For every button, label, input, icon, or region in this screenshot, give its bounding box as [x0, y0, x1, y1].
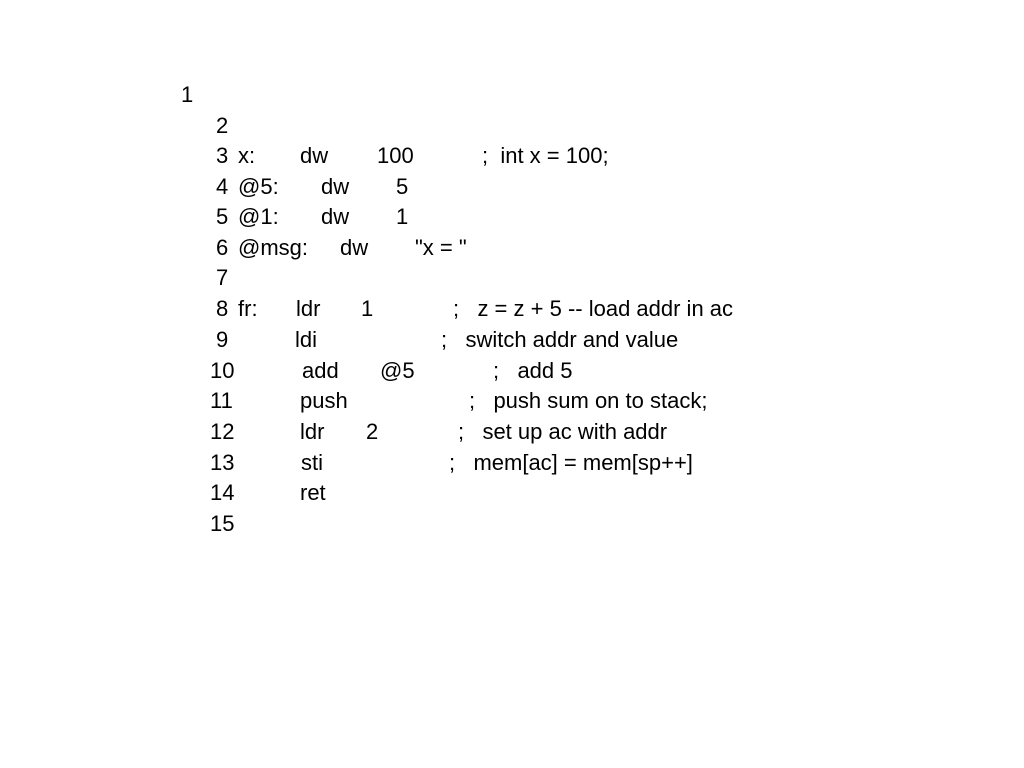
line-10-comment: ; add 5	[493, 358, 573, 383]
line-5-number: 5	[216, 204, 229, 229]
line-14-number: 14	[210, 480, 235, 505]
line-4-arg: 5	[396, 174, 409, 199]
line-6-arg: "x = "	[415, 235, 467, 260]
line-7-number: 7	[216, 265, 229, 290]
line-9-op: ldi	[295, 327, 318, 352]
line-1-number: 1	[181, 82, 194, 107]
line-10-op: add	[302, 358, 339, 383]
line-14-op: ret	[300, 480, 326, 505]
line-9-comment: ; switch addr and value	[441, 327, 679, 352]
line-6-label: @msg:	[238, 235, 309, 260]
line-3-number: 3	[216, 143, 229, 168]
line-4-op: dw	[321, 174, 350, 199]
line-5-op: dw	[321, 204, 350, 229]
line-8-number: 8	[216, 296, 229, 321]
line-12-op: ldr	[300, 419, 325, 444]
line-8-label: fr:	[238, 296, 258, 321]
line-13-op: sti	[301, 450, 323, 475]
line-3-label: x:	[238, 143, 256, 168]
line-2-number: 2	[216, 113, 229, 138]
line-15-number: 15	[210, 511, 235, 536]
line-8-arg: 1	[361, 296, 374, 321]
line-5-arg: 1	[396, 204, 409, 229]
line-13-comment: ; mem[ac] = mem[sp++]	[449, 450, 693, 475]
line-12-number: 12	[210, 419, 235, 444]
line-9-number: 9	[216, 327, 229, 352]
line-12-comment: ; set up ac with addr	[458, 419, 668, 444]
line-10-number: 10	[210, 358, 235, 383]
line-3-arg: 100	[377, 143, 414, 168]
line-11-comment: ; push sum on to stack;	[469, 388, 708, 413]
line-11-number: 11	[210, 388, 233, 413]
line-4-label: @5:	[238, 174, 279, 199]
line-5-label: @1:	[238, 204, 279, 229]
line-8-comment: ; z = z + 5 -- load addr in ac	[453, 296, 734, 321]
line-8-op: ldr	[296, 296, 321, 321]
line-13-number: 13	[210, 450, 235, 475]
line-12-arg: 2	[366, 419, 379, 444]
line-11-op: push	[300, 388, 348, 413]
line-10-arg: @5	[380, 358, 415, 383]
line-6-op: dw	[340, 235, 369, 260]
line-3-comment: ; int x = 100;	[482, 143, 609, 168]
line-3-op: dw	[300, 143, 329, 168]
line-6-number: 6	[216, 235, 229, 260]
line-4-number: 4	[216, 174, 229, 199]
